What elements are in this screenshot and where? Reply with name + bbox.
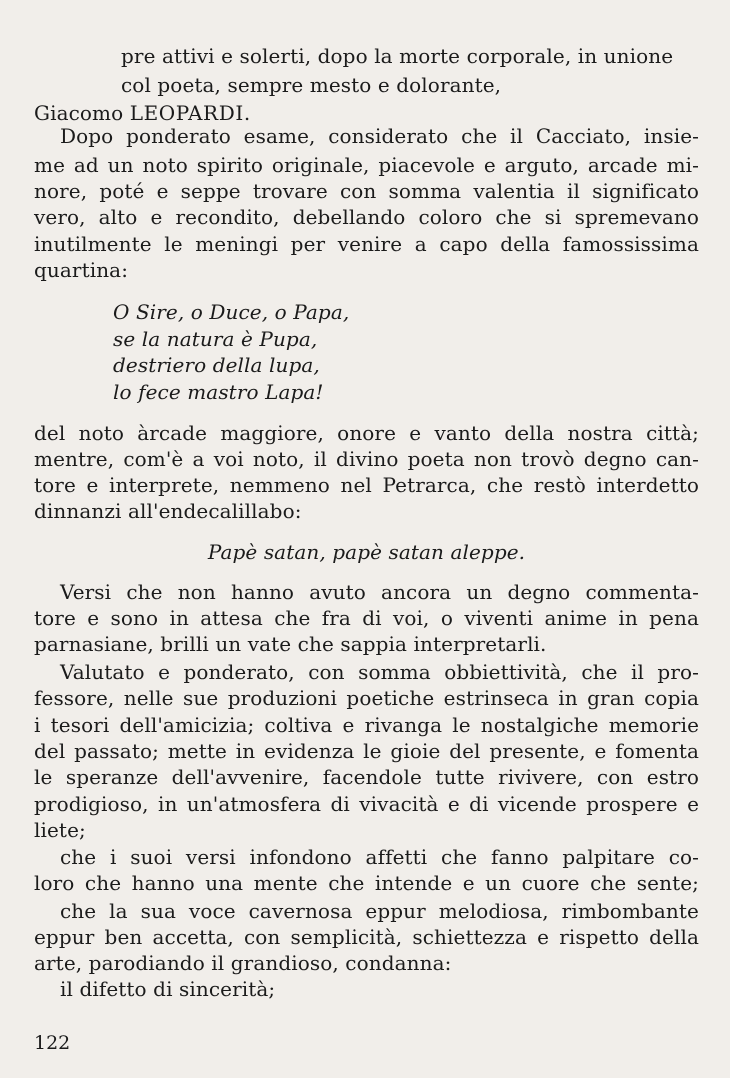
text-line: col poeta, sempre mesto e dolorante, <box>121 73 502 97</box>
text-line: tore e interprete, nemmeno nel Petrarca, che restò interdetto <box>34 473 699 497</box>
text-line: inutilmente le meningi per venire a capo della famossissima <box>34 232 699 256</box>
text-line: arte, parodiando il grandioso, condanna: <box>34 951 452 975</box>
text-line: Versi che non hanno avuto ancora un degno commenta- <box>60 580 699 604</box>
text-line: le speranze dell'avvenire, facendole tutte rivivere, con estro <box>34 765 699 789</box>
text-line: del passato; mette in evidenza le gioie del presente, e fomenta <box>34 739 699 763</box>
quoted-verse: Papè satan, papè satan aleppe. <box>207 540 526 564</box>
page-number: 122 <box>34 1032 71 1054</box>
text-line: me ad un noto spirito originale, piacevole e arguto, arcade mi- <box>34 153 699 177</box>
text-line: Valutato e ponderato, con somma obbiettività, che il pro- <box>60 660 699 684</box>
text-line: tore e sono in attesa che fra di voi, o viventi anime in pena <box>34 606 699 630</box>
text-line: prodigioso, in un'atmosfera di vivacità e di vicende prospere e <box>34 792 699 816</box>
text-line: parnasiane, brilli un vate che sappia interpretarli. <box>34 632 547 656</box>
text-line: quartina: <box>34 258 129 282</box>
text-line: del noto àrcade maggiore, onore e vanto della nostra città; <box>34 421 699 445</box>
text-fragment: Giacomo <box>34 101 124 125</box>
text-line: il difetto di sincerità; <box>60 977 276 1001</box>
author-name: LEOPARDI. <box>129 101 251 125</box>
text-line: mentre, com'è a voi noto, il divino poeta non trovò degno can- <box>34 447 699 471</box>
text-line: nore, poté e seppe trovare con somma valentia il significato <box>34 179 699 203</box>
verse-line: se la natura è Pupa, <box>113 327 318 351</box>
verse-line: O Sire, o Duce, o Papa, <box>113 300 350 324</box>
text-line: loro che hanno una mente che intende e un cuore che sente; <box>34 871 699 895</box>
text-line: che i suoi versi infondono affetti che fanno palpitare co- <box>60 845 699 869</box>
text-line: fessore, nelle sue produzioni poetiche estrinseca in gran copia <box>34 686 699 710</box>
text-line: eppur ben accetta, con semplicità, schiettezza e rispetto della <box>34 925 699 949</box>
verse-line: destriero della lupa, <box>113 353 320 377</box>
text-line: liete; <box>34 818 86 842</box>
text-line: che la sua voce cavernosa eppur melodiosa, rimbombante <box>60 899 699 923</box>
verse-line: lo fece mastro Lapa! <box>113 380 324 404</box>
text-line: pre attivi e solerti, dopo la morte corporale, in unione <box>121 44 674 68</box>
text-line: vero, alto e recondito, debellando coloro che si spremevano <box>34 205 699 229</box>
text-line: Dopo ponderato esame, considerato che il Cacciato, insie- <box>60 124 699 148</box>
text-line: dinnanzi all'endecalillabo: <box>34 499 302 523</box>
text-line: i tesori dell'amicizia; coltiva e rivanga le nostalgiche memorie <box>34 713 699 737</box>
